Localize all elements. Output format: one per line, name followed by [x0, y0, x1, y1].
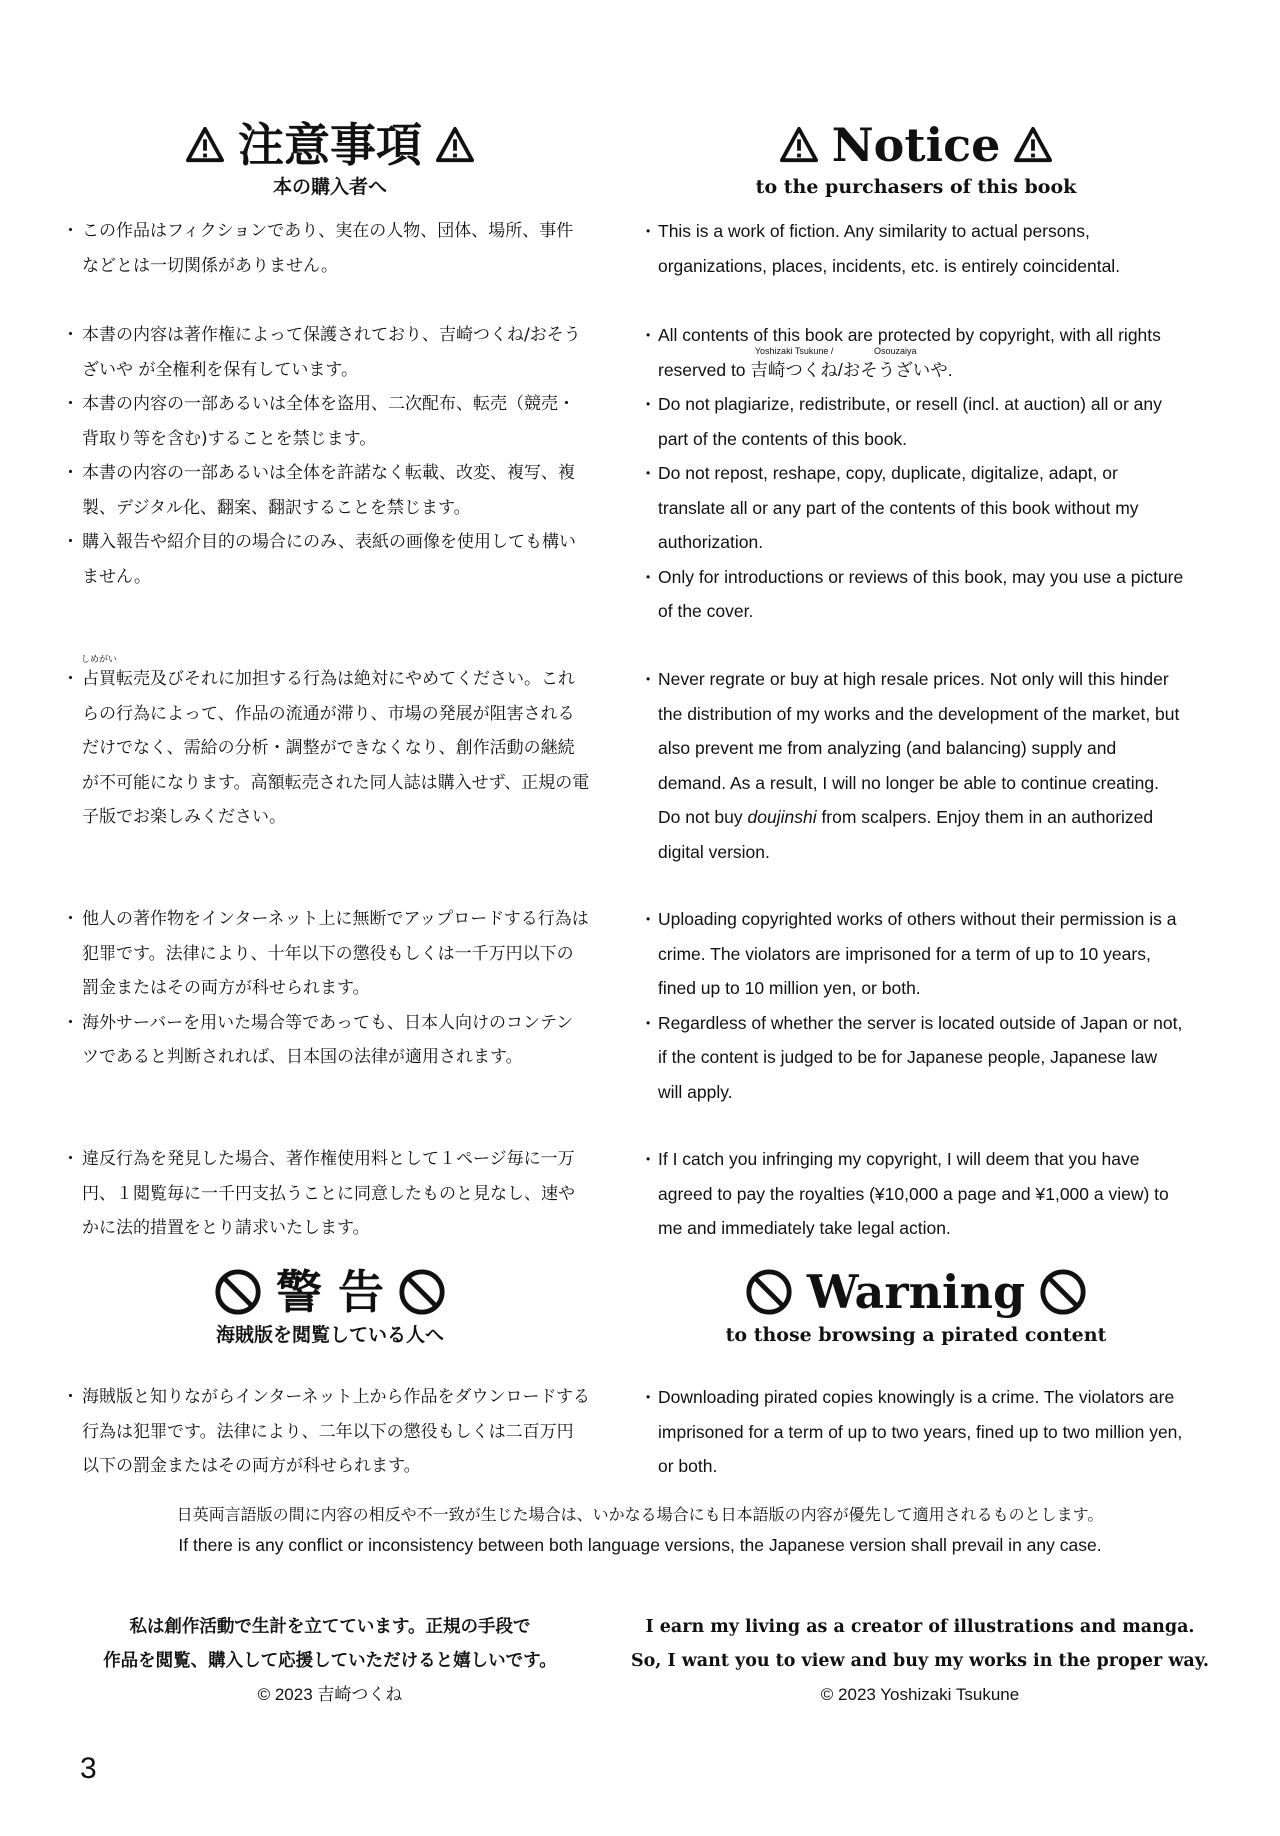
ruby-word — [750, 345, 838, 380]
ja-column-block-6 — [70, 1380, 590, 1484]
ja-column-block-5 — [70, 1142, 590, 1246]
en-column-block-3 — [646, 662, 1186, 869]
en-paragraph-overseas: • Regardless of whether the server is located outside of Japan or not, if the content is judged to be for Japanese people, Japanese law will apply. — [646, 1006, 1186, 1110]
warning-subtitle-ja: 海賊版を閲覧している人へ — [215, 1324, 444, 1346]
ja-scalping-text: 転売及びそれに加担する行為は絶対にやめてください。これらの行為によって、作品の流通が滞り、市場の発展が阻害されるだけでなく、需給の分析・調整ができなくなり、創作活動の継続が不可能になります。高額転売された同人誌は購入せず、正規の電子版でお楽しみください。 — [82, 669, 590, 827]
en-paragraph-upload: • Uploading copyrighted works of others without their permission is a crime. The violators are imprisoned for a term of up to 10 years, fined up to 10 million yen, or both. — [646, 902, 1186, 1006]
en-column-block-2 — [646, 318, 1186, 629]
notice-heading-en — [646, 118, 1186, 198]
en-column-block-6 — [646, 1380, 1186, 1484]
closing-ja — [70, 1610, 590, 1712]
ruby-word — [80, 655, 118, 689]
closing-en-line1: I earn my living as a creator of illustrations and manga. — [645, 1617, 1195, 1637]
en-paragraph-fiction: • This is a work of fiction. Any similarity to actual persons, organizations, places, incidents, etc. is entirely coincidental. — [646, 214, 1186, 283]
ja-paragraph-overseas: ・ 海外サーバーを用いた場合等であっても、日本人向けのコンテンツであると判断されれば、日本国の法律が適用されます。 — [70, 1006, 590, 1075]
ja-paragraph-cover: ・ 購入報告や紹介目的の場合にのみ、表紙の画像を使用しても構いません。 — [70, 525, 590, 594]
ruby-base: 占買 — [82, 669, 116, 689]
warning-title-ja: 警 告 — [275, 1265, 384, 1319]
en-scalping-text-end: from scalpers. Enjoy them in an authorized digital version. — [658, 807, 1154, 862]
en-paragraph-cover: • Only for introductions or reviews of this book, may you use a picture of the cover. — [646, 560, 1186, 629]
en-paragraph-scalping — [646, 662, 1186, 869]
notice-title-en: Notice — [831, 118, 1001, 172]
ja-paragraph-infringement: ・ 違反行為を発見した場合、著作権使用料として１ページ毎に一万円、１閲覧毎に一千円支払うことに同意したものと見なし、速やかに法的措置をとり請求いたします。 — [70, 1142, 590, 1246]
en-column-block-4 — [646, 902, 1186, 1109]
en-paragraph-download: • Downloading pirated copies knowingly is a crime. The violators are imprisoned for a term of up to two years, fined up to two million yen, or both. — [646, 1380, 1186, 1484]
warning-triangle-icon — [436, 126, 474, 164]
en-column-block-1 — [646, 214, 1186, 283]
en-paragraph-infringement: • If I catch you infringing my copyright, I will deem that you have agreed to pay the royalties (¥10,000 a page and ¥1,000 a view) to me and immediately take legal action. — [646, 1142, 1186, 1246]
ja-paragraph-scalping — [70, 655, 590, 835]
closing-ja-line2: 作品を閲覧、購入して応援していただけると嬉しいです。 — [103, 1651, 557, 1671]
ja-paragraph-resale: ・ 本書の内容の一部あるいは全体を盗用、二次配布、転売（競売・背取り等を含む)することを禁じます。 — [70, 387, 590, 456]
ja-paragraph-fiction: ・ この作品はフィクションであり、実在の人物、団体、場所、事件などとは一切関係がありません。 — [70, 214, 590, 283]
conflict-clause — [0, 1500, 1280, 1560]
warning-title-en: Warning — [806, 1265, 1026, 1319]
ja-paragraph-repost: ・ 本書の内容の一部あるいは全体を許諾なく転載、改変、複写、複製、デジタル化、翻案、翻訳することを禁じます。 — [70, 456, 590, 525]
notice-title-ja: 注意事項 — [238, 118, 422, 172]
warning-triangle-icon — [1014, 126, 1052, 164]
en-scalping-text: Never regrate or buy at high resale prices. Not only will this hinder the distribution of my works and the development of the market, but also prevent me from analyzing (and balancing) supply and demand. As a result, I will no longer be able to continue creating. Do not buy — [658, 669, 1180, 827]
warning-heading-en — [646, 1265, 1186, 1346]
ja-paragraph-copyright: ・ 本書の内容は著作権によって保護されており、吉崎つくね/おそうざいや が全権利を保有しています。 — [70, 318, 590, 387]
prohibited-icon — [745, 1268, 793, 1316]
warning-triangle-icon — [780, 126, 818, 164]
name-separator: / — [837, 359, 843, 380]
sentence-end: . — [947, 359, 953, 380]
ja-paragraph-download: ・ 海賊版と知りながらインターネット上から作品をダウンロードする行為は犯罪です。法律により、二年以下の懲役もしくは二百万円以下の罰金またはその両方が科せられます。 — [70, 1380, 590, 1484]
author-name: 吉崎つくね — [750, 359, 838, 380]
prohibited-icon — [214, 1268, 262, 1316]
warning-subtitle-en: to those browsing a pirated content — [725, 1324, 1107, 1346]
conflict-clause-ja: 日英両言語版の間に内容の相反や不一致が生じた場合は、いかなる場合にも日本語版の内容が優先して適用されるものとします。 — [176, 1505, 1104, 1524]
en-copyright-text: All contents of this book are protected by copyright, with all rights reserved to — [658, 325, 1161, 380]
ja-column-block-1 — [70, 214, 590, 283]
ja-column-block-3 — [70, 655, 590, 835]
notice-subtitle-en: to the purchasers of this book — [755, 176, 1077, 198]
en-paragraph-copyright — [646, 318, 1186, 387]
en-column-block-5 — [646, 1142, 1186, 1246]
ruby-reading: Yoshizaki Tsukune / — [754, 345, 834, 356]
ruby-word — [842, 345, 948, 380]
ja-column-block-2 — [70, 318, 590, 594]
page-number: 3 — [80, 1752, 97, 1785]
ruby-reading: Osouzaiya — [874, 345, 917, 356]
ruby-reading: ・ しめがい — [80, 655, 118, 665]
warning-heading-ja — [70, 1265, 590, 1346]
copyright-en: © 2023 Yoshizaki Tsukune — [820, 1685, 1020, 1704]
prohibited-icon — [398, 1268, 446, 1316]
conflict-clause-en: If there is any conflict or inconsistency between both language versions, the Japanese version shall prevail in any case. — [178, 1535, 1102, 1555]
closing-en-line2: So, I want you to view and buy my works in the proper way. — [630, 1651, 1210, 1671]
copyright-ja: © 2023 吉崎つくね — [257, 1685, 403, 1704]
en-paragraph-repost: • Do not repost, reshape, copy, duplicate, digitalize, adapt, or translate all or any part of the contents of this book without my authorization. — [646, 456, 1186, 560]
ja-paragraph-upload: ・ 他人の著作物をインターネット上に無断でアップロードする行為は犯罪です。法律により、十年以下の懲役もしくは一千万円以下の罰金またはその両方が科せられます。 — [70, 902, 590, 1006]
notice-heading-ja — [70, 118, 590, 198]
warning-triangle-icon — [186, 126, 224, 164]
closing-ja-line1: 私は創作活動で生計を立てています。正規の手段で — [129, 1617, 531, 1637]
notice-subtitle-ja: 本の購入者へ — [272, 176, 387, 198]
prohibited-icon — [1039, 1268, 1087, 1316]
doujinshi-term: doujinshi — [747, 807, 817, 827]
circle-name: おそうざいや — [842, 359, 948, 380]
ja-column-block-4 — [70, 902, 590, 1075]
closing-en — [620, 1610, 1220, 1712]
en-paragraph-resale: • Do not plagiarize, redistribute, or resell (incl. at auction) all or any part of the contents of this book. — [646, 387, 1186, 456]
